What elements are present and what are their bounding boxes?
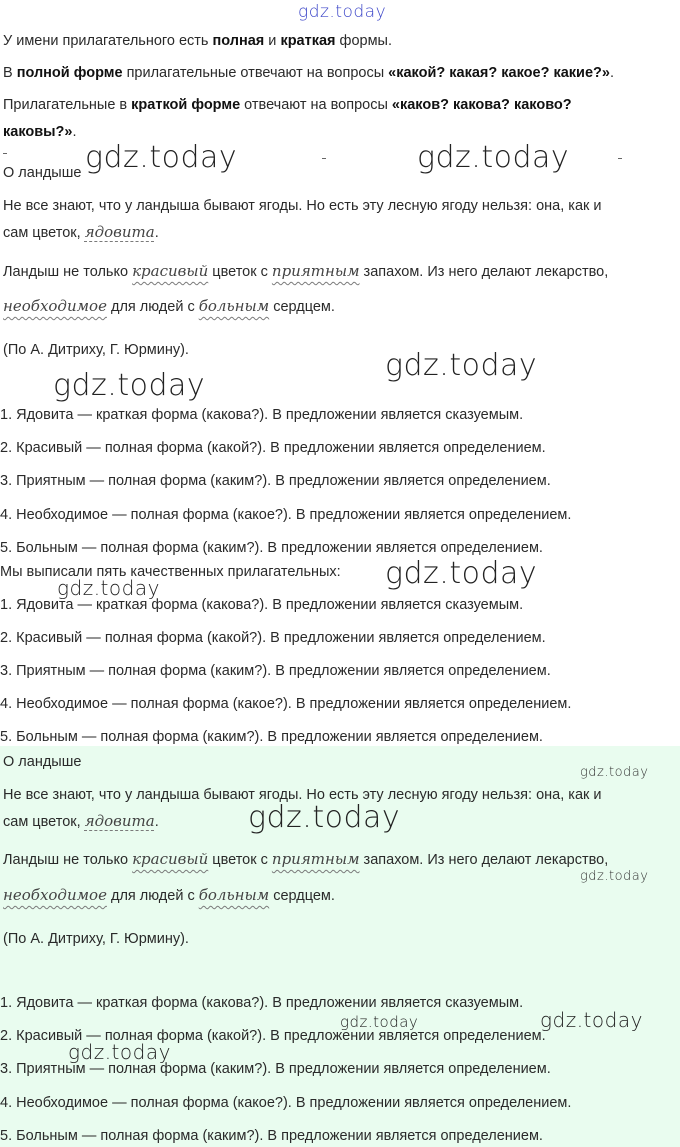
watermark: gdz.today xyxy=(85,140,238,175)
watermark: gdz.today xyxy=(580,765,649,780)
underlined-word: красивый xyxy=(132,850,209,868)
text-source: (По А. Дитриху, Г. Юрмину). xyxy=(3,931,189,947)
intro-line-1: У имени прилагательного есть полная и краткая формы. xyxy=(3,33,393,49)
analysis-item: 5. Больным — полная форма (каким?). В предложении является определением. xyxy=(0,1128,543,1144)
analysis-item: 1. Ядовита — краткая форма (какова?). В предложении является сказуемым. xyxy=(0,995,524,1011)
underlined-word: больным xyxy=(198,886,270,904)
underlined-word: необходимое xyxy=(3,297,107,315)
watermark: gdz.today xyxy=(417,140,570,175)
analysis-item: 5. Больным — полная форма (каким?). В предложении является определением. xyxy=(0,540,543,556)
text-paragraph-2-line-1: Ландыш не только красивый цветок с приятным запахом. Из него делают лекарство, xyxy=(3,262,609,280)
underlined-word: красивый xyxy=(132,262,209,280)
analysis-item: 3. Приятным — полная форма (каким?). В предложении является определением. xyxy=(0,663,551,679)
text-title: О ландыше xyxy=(3,754,82,770)
intro-line-4: каковы?». xyxy=(3,124,77,140)
analysis-item: 1. Ядовита — краткая форма (какова?). В предложении является сказуемым. xyxy=(0,597,524,613)
text-paragraph-2-line-2: необходимое для людей с больным сердцем. xyxy=(3,886,335,904)
text-paragraph-1-line-2: сам цветок, ядовита. xyxy=(3,223,159,241)
analysis-item: 3. Приятным — полная форма (каким?). В предложении является определением. xyxy=(0,1061,551,1077)
watermark-top: gdz.today xyxy=(298,2,387,22)
watermark: gdz.today xyxy=(68,1040,171,1064)
intro-line-3: Прилагательные в краткой форме отвечают на вопросы «каков? какова? каково? xyxy=(3,97,572,113)
analysis-item: 2. Красивый — полная форма (какой?). В предложении является определением. xyxy=(0,630,546,646)
text-paragraph-2-line-1: Ландыш не только красивый цветок с приятным запахом. Из него делают лекарство, xyxy=(3,850,609,868)
analysis-item: 4. Необходимое — полная форма (какое?). В предложении является определением. xyxy=(0,696,572,712)
watermark: gdz.today xyxy=(580,869,649,884)
watermark: gdz.today xyxy=(540,1008,643,1032)
text-paragraph-1-line-1: Не все знают, что у ландыша бывают ягоды. Но есть эту лесную ягоду нельзя: она, как и xyxy=(3,787,602,803)
analysis-item: 4. Необходимое — полная форма (какое?). В предложении является определением. xyxy=(0,1095,572,1111)
watermark: gdz.today xyxy=(53,368,206,403)
watermark: gdz.today xyxy=(248,800,401,835)
underlined-word: больным xyxy=(198,297,270,315)
intro-line-2: В полной форме прилагательные отвечают на вопросы «какой? какая? какое? какие?». xyxy=(3,65,614,81)
analysis-item: 4. Необходимое — полная форма (какое?). В предложении является определением. xyxy=(0,507,572,523)
text-paragraph-1-line-2: сам цветок, ядовита. xyxy=(3,812,159,830)
underlined-word: необходимое xyxy=(3,886,107,904)
text-paragraph-1-line-1: Не все знают, что у ландыша бывают ягоды. Но есть эту лесную ягоду нельзя: она, как и xyxy=(3,198,602,214)
text-source: (По А. Дитриху, Г. Юрмину). xyxy=(3,342,189,358)
watermark: gdz.today xyxy=(385,556,538,591)
underlined-word: ядовита xyxy=(84,223,155,241)
analysis-item: 3. Приятным — полная форма (каким?). В предложении является определением. xyxy=(0,473,551,489)
watermark: gdz.today xyxy=(57,576,160,600)
tick-mark xyxy=(322,158,326,159)
summary-line: Мы выписали пять качественных прилагательных: xyxy=(0,564,341,580)
analysis-item: 1. Ядовита — краткая форма (какова?). В предложении является сказуемым. xyxy=(0,407,524,423)
text-paragraph-2-line-2: необходимое для людей с больным сердцем. xyxy=(3,297,335,315)
underlined-word: ядовита xyxy=(84,812,155,830)
analysis-item: 2. Красивый — полная форма (какой?). В предложении является определением. xyxy=(0,1028,546,1044)
underlined-word: приятным xyxy=(271,850,360,868)
analysis-item: 2. Красивый — полная форма (какой?). В предложении является определением. xyxy=(0,440,546,456)
tick-mark xyxy=(618,158,622,159)
tick-mark xyxy=(3,153,7,154)
text-title: О ландыше xyxy=(3,165,82,181)
underlined-word: приятным xyxy=(271,262,360,280)
watermark: gdz.today xyxy=(340,1013,419,1031)
watermark: gdz.today xyxy=(385,348,538,383)
analysis-item: 5. Больным — полная форма (каким?). В предложении является определением. xyxy=(0,729,543,745)
